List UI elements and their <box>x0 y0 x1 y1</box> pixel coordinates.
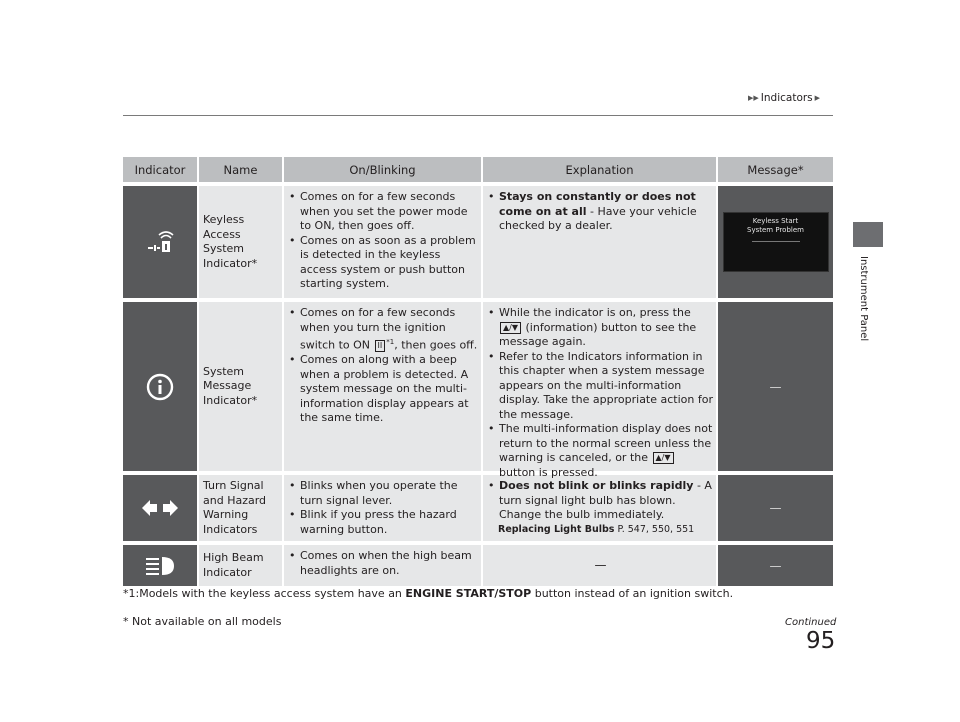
list-item <box>487 422 714 480</box>
page-number: 95 <box>806 628 836 654</box>
message-cell <box>718 186 833 298</box>
list-item: • Blinks when you operate the turn signal lever. <box>288 479 479 508</box>
indicator-cell <box>123 186 199 298</box>
breadcrumb-label: Indicators <box>760 92 813 104</box>
not-available-note: * Not available on all models <box>123 615 282 628</box>
text: button instead of an ignition switch. <box>531 587 734 600</box>
reference-pages: P. 547, 550, 551 <box>614 523 695 535</box>
chevron-right-icon: ▶ <box>814 94 821 102</box>
message-dash: — <box>769 558 782 573</box>
list-item <box>487 479 714 523</box>
continued-label: Continued <box>785 617 837 628</box>
text: Comes on for a few seconds when you turn the ignition switch to ON <box>300 306 456 352</box>
reference-title: Replacing Light Bulbs <box>498 523 615 535</box>
list-item: • Comes on along with a beep when a problem is detected. A system message on the multi-information display appears at the same time. <box>288 353 479 426</box>
high-beam-icon <box>143 554 177 578</box>
text: (information) button to see the message again. <box>499 320 697 348</box>
text: *1:Models with the keyless access system have an <box>123 587 406 600</box>
name-cell: Keyless Access System Indicator* <box>199 186 284 298</box>
indicator-cell <box>123 475 199 541</box>
text: button is pressed. <box>499 465 598 479</box>
header-explanation: Explanation <box>483 157 718 182</box>
message-display-image <box>723 212 829 272</box>
on-blinking-cell <box>284 545 483 586</box>
name-cell: System Message Indicator* <box>199 302 284 471</box>
indicator-cell <box>123 302 199 471</box>
message-display-bar <box>752 241 800 264</box>
ignition-on-icon: II <box>375 340 386 352</box>
message-dash: — <box>769 501 782 515</box>
indicators-table <box>123 157 833 586</box>
text: The multi-information display does not return to the normal screen unless the warning is canceled, or the <box>499 422 713 464</box>
footnote <box>123 587 733 600</box>
explanation-text: - A turn signal light bulb has blown. Change the bulb immediately. <box>499 479 712 521</box>
message-line-1: Keyless Start <box>752 217 799 225</box>
info-button-icon: ▲/▼ <box>653 452 674 464</box>
cross-reference[interactable] <box>487 523 714 538</box>
name-cell: Turn Signal and Hazard Warning Indicators <box>199 475 284 541</box>
chevron-right-icon: ▶▶ <box>748 94 759 102</box>
info-button-icon: ▲/▼ <box>500 322 521 334</box>
header-name: Name <box>199 157 284 182</box>
list-item: • Blink if you press the hazard warning button. <box>288 508 479 537</box>
message-cell <box>718 545 833 586</box>
table-row <box>123 186 833 298</box>
list-item: • Comes on for a few seconds when you set the power mode to ON, then goes off. <box>288 190 479 234</box>
info-circle-icon <box>146 373 174 401</box>
table-row <box>123 475 833 541</box>
section-tab <box>853 222 883 247</box>
explanation-dash: — <box>594 558 607 573</box>
header-message: Message* <box>747 162 804 177</box>
explanation-cell <box>483 475 718 541</box>
on-blinking-cell <box>284 475 483 541</box>
header-rule <box>123 115 833 116</box>
breadcrumb <box>748 92 820 104</box>
message-cell <box>718 475 833 541</box>
on-blinking-cell <box>284 302 483 471</box>
name-cell: High Beam Indicator <box>199 545 284 586</box>
on-blinking-cell <box>284 186 483 298</box>
footnote-ref: *1 <box>386 338 395 346</box>
text: While the indicator is on, press the <box>499 306 691 319</box>
list-item: • Refer to the Indicators information in this chapter when a system message appears on the multi-information display. Take the appropriate action for the message. <box>487 350 714 423</box>
header-indicator: Indicator <box>123 157 199 182</box>
list-item <box>288 306 479 353</box>
message-line-2: System Problem <box>747 226 804 234</box>
list-item: • Comes on as soon as a problem is detected in the keyless access system or push button starting system. <box>288 234 479 292</box>
explanation-cell <box>483 545 718 586</box>
explanation-text: - Have your vehicle checked by a dealer. <box>499 204 697 232</box>
table-header <box>123 157 833 182</box>
indicator-cell <box>123 545 199 586</box>
keyless-access-icon <box>145 229 175 255</box>
footnote-bold: ENGINE START/STOP <box>405 587 532 600</box>
list-item <box>487 306 714 350</box>
header-on-blinking: On/Blinking <box>284 157 483 182</box>
message-dash: — <box>769 379 782 394</box>
list-item: • Comes on when the high beam headlights are on. <box>288 549 479 578</box>
explanation-cell <box>483 302 718 479</box>
text: , then goes off. <box>394 338 478 352</box>
explanation-bold: Does not blink or blinks rapidly <box>499 479 694 492</box>
explanation-bold: Stays on constantly or does not come on at all <box>499 190 696 218</box>
turn-signal-icon <box>141 498 179 518</box>
table-row <box>123 545 833 586</box>
table-row <box>123 302 833 479</box>
message-cell <box>718 302 833 471</box>
explanation-cell <box>483 186 718 298</box>
list-item <box>487 190 714 234</box>
section-label: Instrument Panel <box>858 256 869 342</box>
